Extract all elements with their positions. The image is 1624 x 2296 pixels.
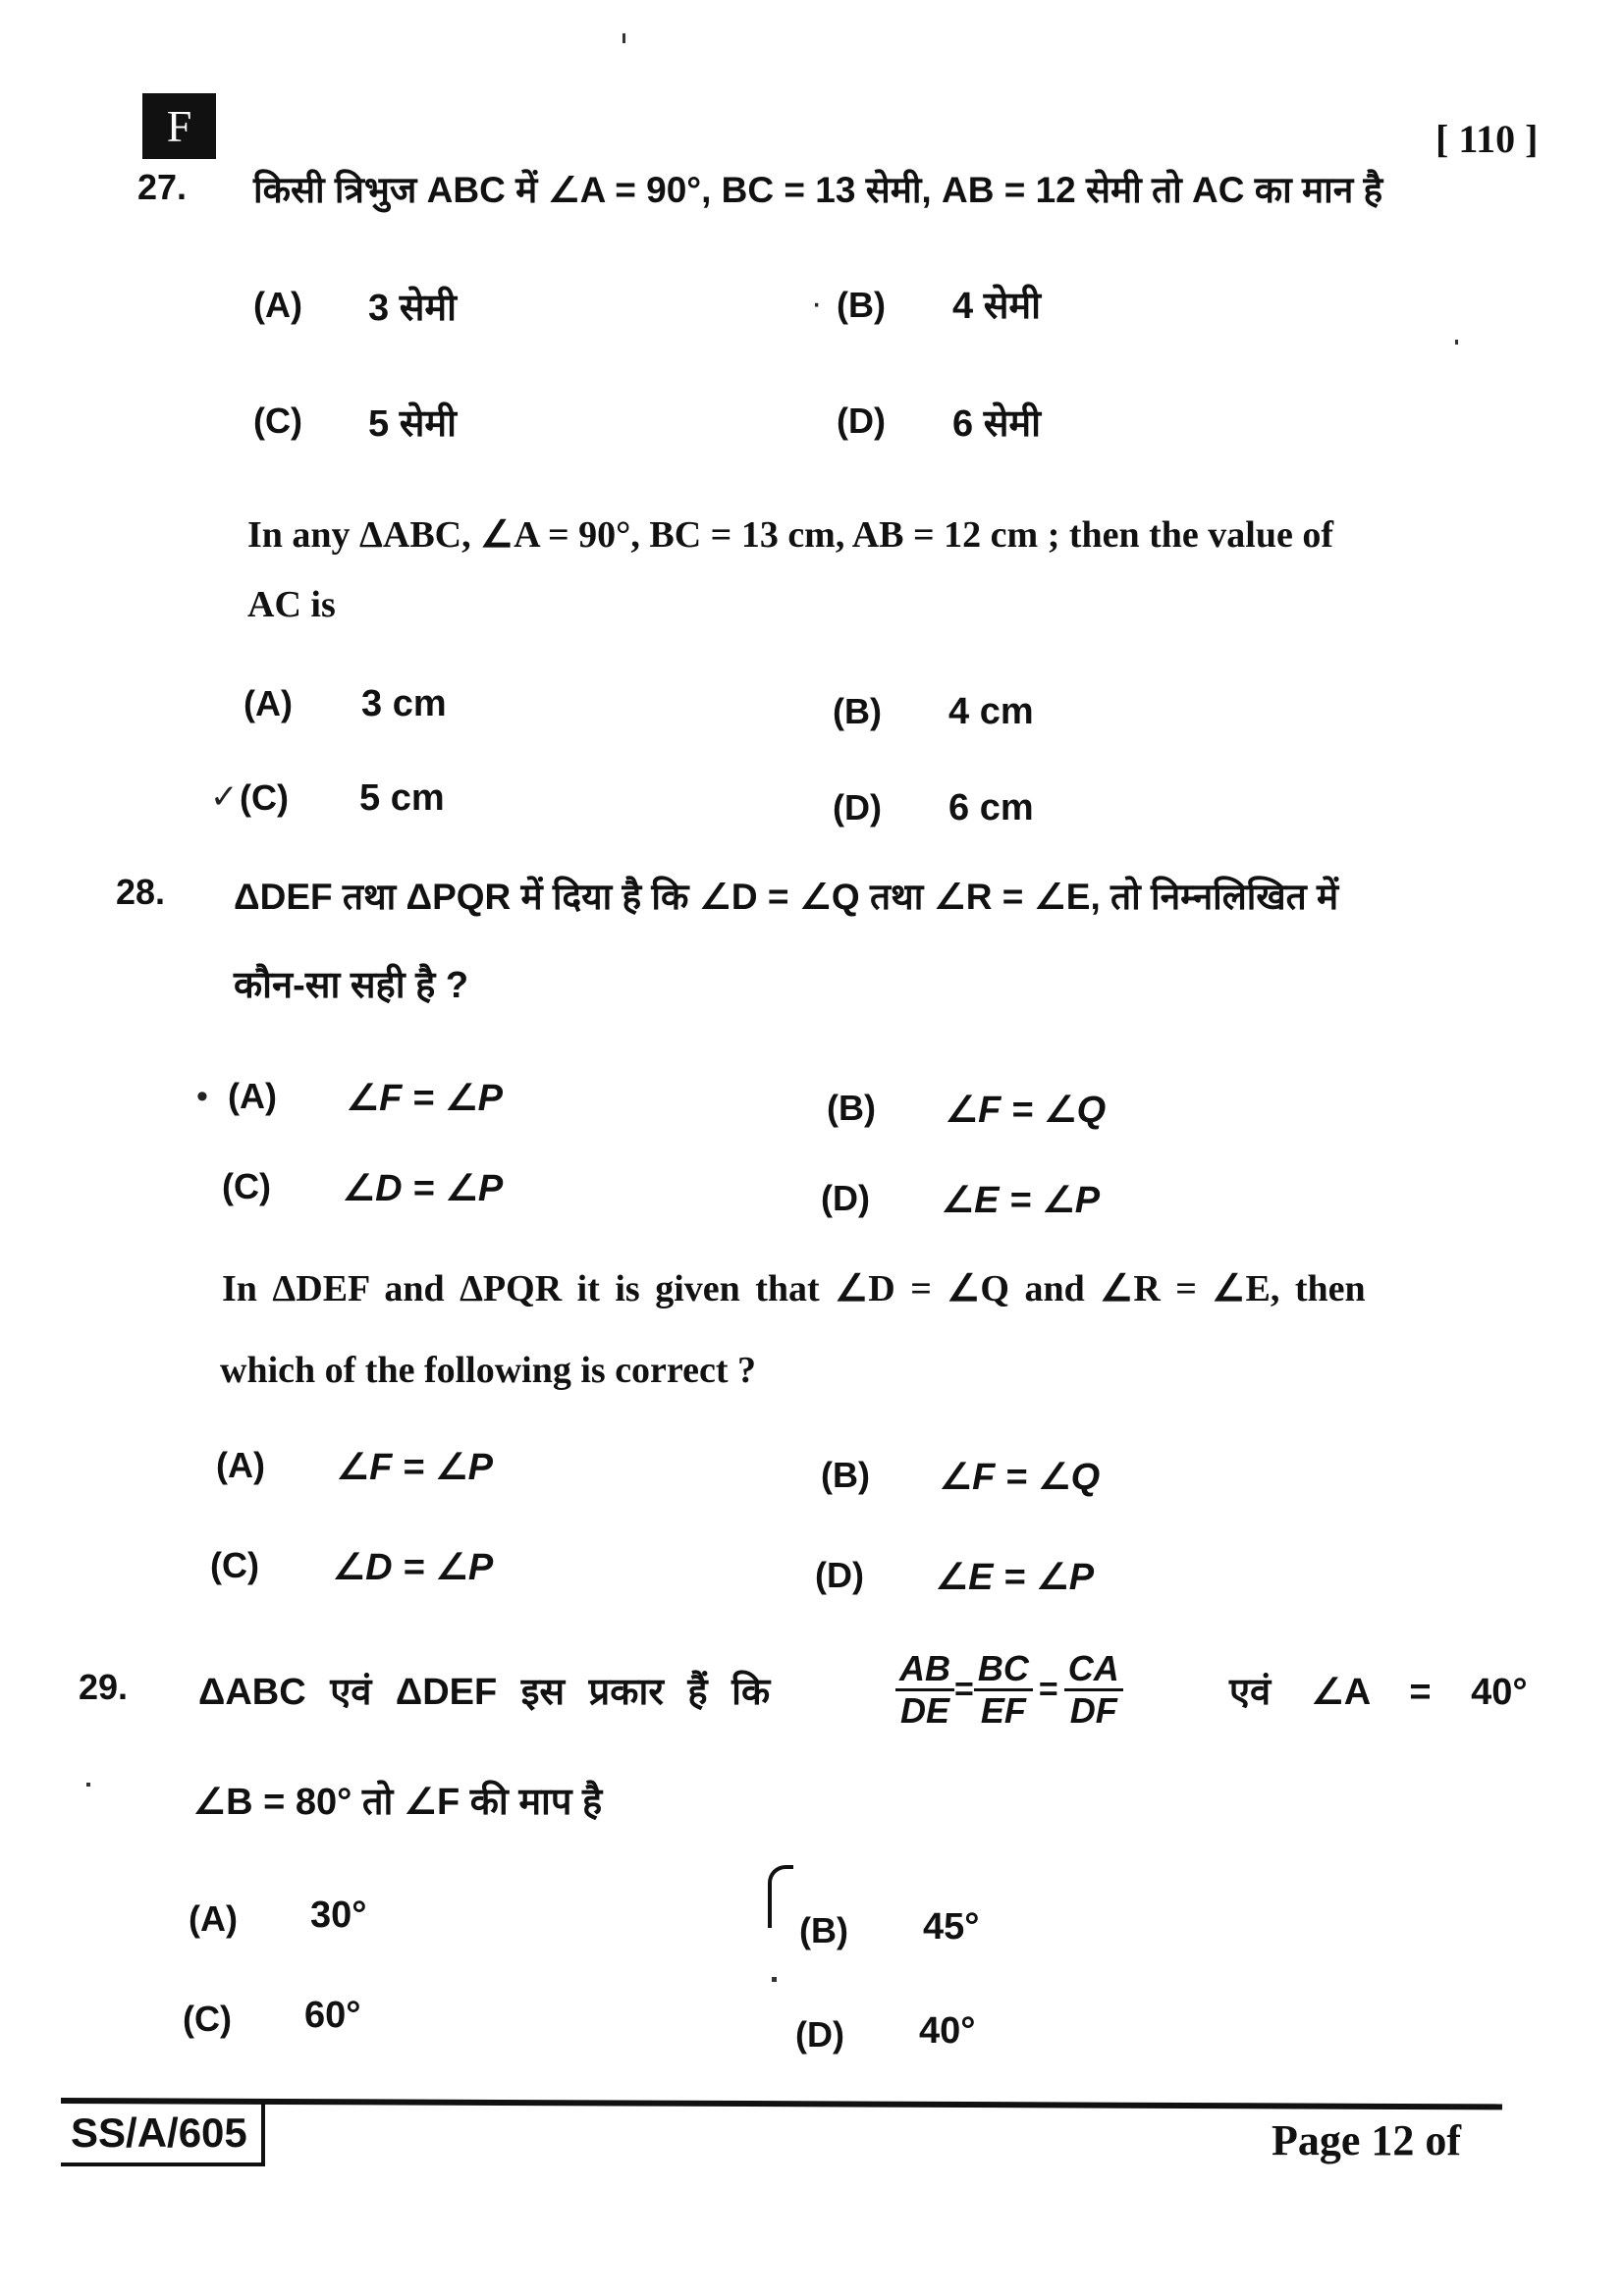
paper-code-box: SS/A/605: [61, 2104, 265, 2166]
q28-hi-option-a-label: (A): [228, 1076, 277, 1116]
q28-hi-option-b-label: (B): [827, 1088, 876, 1128]
q28-en-option-b-label: (B): [821, 1455, 870, 1495]
page-number-label: Page 12 of: [1272, 2116, 1462, 2164]
ratio-expression: $\frac{AB}{DE}$ = $\frac{BC}{EF}$ = $\frac{CA}{DF}$: [895, 1649, 1123, 1731]
pen-dot-mark: •: [196, 1078, 208, 1115]
question-number-29: 29.: [79, 1667, 129, 1707]
scan-speck: [623, 33, 625, 43]
q28-en-option-a-value: ∠F = ∠P: [336, 1447, 493, 1488]
q27-en-option-d-label: (D): [833, 787, 882, 828]
q27-en-option-b-value: 4 cm: [948, 691, 1034, 732]
q29-option-a-value: 30°: [310, 1895, 367, 1936]
q27-en-option-a-label: (A): [244, 683, 293, 723]
q29-option-a-label: (A): [189, 1898, 238, 1939]
q27-hi-option-b-value: 4 सेमी: [952, 286, 1041, 327]
fraction-ab-de: $\frac{AB}{DE}$: [895, 1649, 954, 1731]
question-27-english-line2: AC is: [247, 584, 336, 625]
q29-option-d-label: (D): [795, 2014, 844, 2055]
q27-en-option-a-value: 3 cm: [361, 683, 447, 724]
q27-en-option-c-value: 5 cm: [359, 777, 445, 819]
q27-hi-option-c-label: (C): [253, 400, 302, 441]
set-label-box: F: [142, 93, 216, 159]
question-29-hindi-prefix: ΔABC एवं ΔDEF इस प्रकार हैं कि: [198, 1672, 771, 1713]
question-28-english-line2: which of the following is correct ?: [220, 1350, 756, 1391]
q28-en-option-c-label: (C): [210, 1545, 259, 1585]
q27-en-option-c-label: (C): [240, 777, 289, 818]
q28-en-option-d-label: (D): [815, 1555, 864, 1595]
question-28-hindi-line1: ΔDEF तथा ΔPQR में दिया है कि ∠D = ∠Q तथा ∠R = ∠E, तो निम्नलिखित में: [234, 877, 1339, 917]
q28-en-option-b-value: ∠F = ∠Q: [939, 1457, 1101, 1498]
q28-hi-option-d-value: ∠E = ∠P: [941, 1180, 1101, 1221]
pen-dot-mark: ·: [811, 285, 823, 322]
q27-hi-option-d-value: 6 सेमी: [952, 403, 1041, 445]
question-number-28: 28.: [116, 872, 166, 912]
question-27-hindi-text: किसी त्रिभुज ABC में ∠A = 90°, BC = 13 सेमी, AB = 12 सेमी तो AC का मान है: [253, 170, 1383, 210]
q27-en-option-d-value: 6 cm: [948, 787, 1034, 828]
q28-hi-option-c-label: (C): [222, 1166, 271, 1206]
q27-en-option-b-label: (B): [833, 691, 882, 731]
q29-option-b-label: (B): [799, 1910, 848, 1950]
fraction-bc-ef: $\frac{BC}{EF}$: [974, 1649, 1033, 1731]
q29-option-d-value: 40°: [919, 2010, 976, 2052]
q28-hi-option-d-label: (D): [821, 1178, 870, 1218]
q28-en-option-d-value: ∠E = ∠P: [935, 1557, 1095, 1598]
q27-hi-option-d-label: (D): [837, 400, 886, 441]
question-27-english-line1: In any ΔABC, ∠A = 90°, BC = 13 cm, AB = 12 cm ; then the value of: [247, 514, 1334, 556]
scan-speck: [1455, 340, 1458, 345]
q28-hi-option-a-value: ∠F = ∠P: [346, 1078, 503, 1119]
q28-hi-option-b-value: ∠F = ∠Q: [945, 1090, 1107, 1131]
q29-option-c-value: 60°: [304, 1995, 361, 2036]
q29-option-b-value: 45°: [923, 1906, 980, 1948]
fraction-ca-df: $\frac{CA}{DF}$: [1064, 1649, 1123, 1731]
q27-hi-option-c-value: 5 सेमी: [368, 403, 457, 445]
q29-option-c-label: (C): [183, 1999, 232, 2039]
question-28-english-line1: In ΔDEF and ΔPQR it is given that ∠D = ∠Q and ∠R = ∠E, then: [222, 1268, 1366, 1309]
question-number-27: 27.: [137, 167, 188, 207]
q28-en-option-c-value: ∠D = ∠P: [332, 1547, 494, 1588]
handwritten-bracket-mark: [768, 1865, 793, 1928]
question-29-hindi-suffix: एवं ∠A = 40°: [1229, 1672, 1528, 1713]
q27-hi-option-a-value: 3 सेमी: [368, 288, 457, 329]
q27-hi-option-b-label: (B): [837, 285, 886, 325]
q27-hi-option-a-label: (A): [253, 285, 302, 325]
question-29-hindi-line2: ∠B = 80° तो ∠F की माप है: [192, 1782, 603, 1823]
scan-speck: [86, 1783, 90, 1787]
page-code: [ 110 ]: [1435, 117, 1539, 161]
scan-speck: [772, 1977, 777, 1982]
q28-hi-option-c-value: ∠D = ∠P: [342, 1168, 504, 1209]
q28-en-option-a-label: (A): [216, 1445, 265, 1485]
footer-rule: [61, 2098, 1502, 2109]
question-28-hindi-line2: कौन-सा सही है ?: [234, 965, 469, 1006]
handwritten-check-mark: ✓: [210, 778, 239, 816]
